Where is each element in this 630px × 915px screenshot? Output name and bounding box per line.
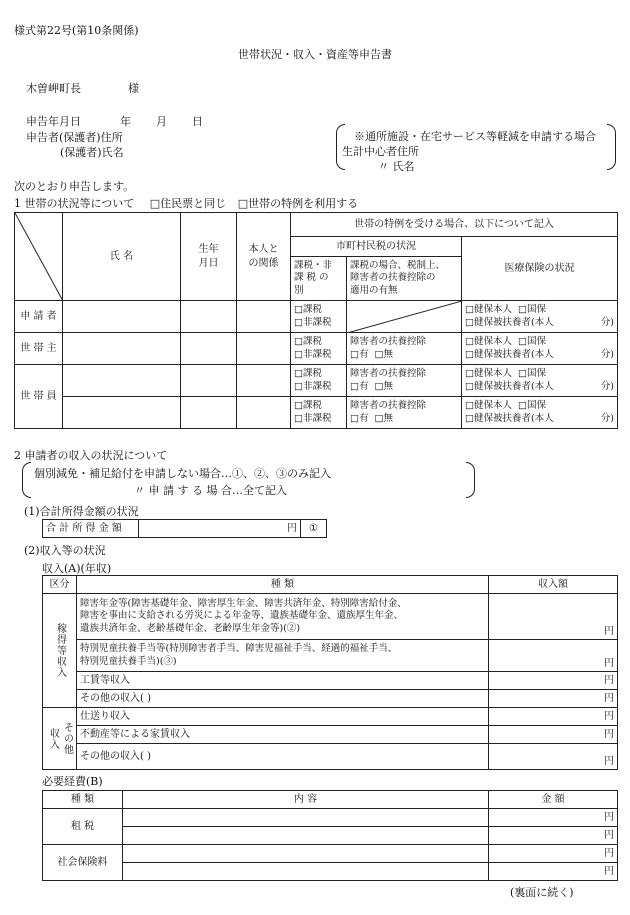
pension-amount[interactable]: 円 — [489, 594, 618, 640]
applicant-name-label: (保護者)氏名 — [60, 146, 124, 159]
exp-tax-content-1[interactable] — [123, 809, 489, 827]
tax-type-cell[interactable]: □課税 □非課税 — [291, 365, 347, 397]
date-day-unit: 日 — [192, 115, 203, 128]
table-row — [15, 301, 618, 333]
sub1-heading: (1)合計所得金額の状況 — [24, 505, 139, 518]
na-diagonal-line — [347, 301, 462, 333]
dob-header: 生年 月日 — [181, 213, 237, 301]
name-cell[interactable] — [63, 397, 181, 429]
name-cell[interactable] — [63, 301, 181, 333]
exp-tax-label: 租 税 — [43, 809, 123, 845]
table-row — [43, 672, 618, 690]
row-label-member: 世 帯 員 — [15, 365, 63, 429]
diagonal-corner-cell — [15, 213, 63, 301]
date-year-unit: 年 — [120, 115, 131, 128]
name-header: 氏 名 — [63, 213, 181, 301]
col-amount-header: 収入額 — [489, 576, 618, 594]
deduction-cell-na — [347, 301, 462, 333]
applicant-address-label: 申告者(保護者)住所 — [26, 131, 123, 144]
s2-bracket-right — [466, 462, 475, 498]
s2-note-line-1: 個別減免・補足給付を申請しない場合…①、②、③のみ記入 — [34, 467, 331, 480]
dob-cell[interactable] — [181, 365, 237, 397]
table-row — [15, 397, 618, 429]
allowance-item: 特別児童扶養手当等(特別障害者手当、障害児福祉手当、経過的福祉手当、 特別児童扶養手当)(③) — [77, 640, 489, 672]
wage-amount[interactable]: 円 — [489, 672, 618, 690]
tax-type-cell[interactable]: □課税 □非課税 — [291, 333, 347, 365]
form-number: 様式第22号(第10条関係) — [14, 24, 139, 37]
household-table — [14, 212, 618, 429]
expense-table — [42, 790, 618, 881]
pension-item: 障害年金等(障害基礎年金、障害厚生年金、障害共済年金、特別障害給付金、 障害を事由に支給される労災による年金等、遺族基礎年金、遺族厚生年金、 遺族共済年金、老齢基礎年金、老齢厚生年金等)(②) — [77, 594, 489, 640]
addressee-suffix: 様 — [128, 82, 139, 95]
s2-note-line-2: 〃 申 請 す る 場 合…全て記入 — [134, 484, 287, 497]
other-income-label: 収入 その他 — [43, 708, 77, 770]
relation-header: 本人と の関係 — [237, 213, 291, 301]
tax-type-cell[interactable]: □課税 □非課税 — [291, 397, 347, 429]
exp-tax-amount-1[interactable]: 円 — [489, 809, 618, 827]
col-type-header: 種 類 — [77, 576, 489, 594]
medical-cell[interactable]: □健保本人 □国保 □健保被扶養者(本人 分) — [462, 397, 618, 429]
deduction-cell[interactable]: 障害者の扶養控除 □有 □無 — [347, 333, 462, 365]
relation-cell[interactable] — [237, 301, 291, 333]
name-cell[interactable] — [63, 333, 181, 365]
page-title: 世帯状況・収入・資産等申告書 — [238, 48, 392, 61]
section2-heading: 2 申請者の収入の状況について — [14, 449, 168, 462]
addressee: 木曽岬町長 — [26, 82, 81, 95]
total-income-table — [42, 519, 327, 538]
wage-item: 工賃等収入 — [77, 672, 489, 690]
total-income-value[interactable]: 円 — [139, 520, 301, 538]
table-row — [43, 708, 618, 726]
table-row — [43, 863, 618, 881]
medical-cell[interactable]: □健保本人 □国保 □健保被扶養者(本人 分) — [462, 333, 618, 365]
exp-type-header: 種 類 — [43, 791, 123, 809]
dob-cell[interactable] — [181, 397, 237, 429]
exp-content-header: 内 容 — [123, 791, 489, 809]
household-special-checkbox[interactable]: □世帯の特例を利用する — [237, 197, 359, 210]
medical-cell[interactable]: □健保本人 □国保 □健保被扶養者(本人 分) — [462, 301, 618, 333]
other-earned-item: その他の収入( ) — [77, 690, 489, 708]
table-row — [43, 845, 618, 863]
expense-b-label: 必要経費(B) — [42, 775, 103, 788]
name-cell[interactable] — [63, 365, 181, 397]
circle-one-marker: ① — [301, 520, 327, 538]
rent-income-item: 不動産等による家賃収入 — [77, 726, 489, 744]
special-header: 世帯の特例を受ける場合、以下について記入 — [291, 213, 618, 237]
medical-header: 医療保険の状況 — [462, 237, 618, 301]
note-line-2: 生計中心者住所 — [342, 145, 419, 158]
table-row — [43, 640, 618, 672]
earned-income-label: 稼得等収入 — [43, 594, 77, 708]
note-line-3: 〃 氏名 — [378, 160, 415, 173]
exp-ins-content-2[interactable] — [123, 863, 489, 881]
intro-text: 次のとおり申告します。 — [14, 180, 135, 193]
diagonal-line — [15, 213, 63, 301]
dob-cell[interactable] — [181, 301, 237, 333]
table-row — [43, 744, 618, 770]
tax-type-cell[interactable]: □課税 □非課税 — [291, 301, 347, 333]
tax-status-header: 市町村民税の状況 — [291, 237, 462, 257]
medical-cell[interactable]: □健保本人 □国保 □健保被扶養者(本人 分) — [462, 365, 618, 397]
col-category-header: 区分 — [43, 576, 77, 594]
table-row — [15, 365, 618, 397]
dob-cell[interactable] — [181, 333, 237, 365]
date-label: 申告年月日 — [26, 115, 81, 128]
exp-ins-content-1[interactable] — [123, 845, 489, 863]
other-earned-amount[interactable]: 円 — [489, 690, 618, 708]
relation-cell[interactable] — [237, 365, 291, 397]
deduction-cell[interactable]: 障害者の扶養控除 □有 □無 — [347, 365, 462, 397]
tax-type-header: 課税・非 課 税 の 別 — [291, 257, 347, 301]
continued-note: (裏面に続く) — [510, 886, 574, 899]
rent-income-amount[interactable]: 円 — [489, 726, 618, 744]
exp-tax-amount-2[interactable]: 円 — [489, 827, 618, 845]
other-income-amount[interactable]: 円 — [489, 744, 618, 770]
other-income-item: その他の収入( ) — [77, 744, 489, 770]
income-a-label: 収入(A)(年収) — [42, 562, 112, 575]
exp-ins-amount-2[interactable]: 円 — [489, 863, 618, 881]
remittance-amount[interactable]: 円 — [489, 708, 618, 726]
date-month-unit: 月 — [156, 115, 167, 128]
relation-cell[interactable] — [237, 333, 291, 365]
note-line-1: ※通所施設・在宅サービス等軽減を申請する場合 — [354, 130, 596, 143]
exp-insurance-label: 社会保険料 — [43, 845, 123, 881]
table-row — [43, 809, 618, 827]
table-row — [43, 726, 618, 744]
exp-amount-header: 金 額 — [489, 791, 618, 809]
same-as-register-checkbox[interactable]: □住民票と同じ — [149, 197, 227, 210]
table-row — [43, 690, 618, 708]
total-income-label: 合 計 所 得 金 額 — [43, 520, 139, 538]
exp-tax-content-2[interactable] — [123, 827, 489, 845]
remittance-item: 仕送り収入 — [77, 708, 489, 726]
income-table — [42, 575, 618, 770]
table-row — [43, 827, 618, 845]
table-row — [15, 333, 618, 365]
note-bracket-right — [607, 124, 616, 170]
s2-bracket-left — [22, 462, 31, 498]
allowance-amount[interactable]: 円 — [489, 640, 618, 672]
section1-heading: 1 世帯の状況等について □住民票と同じ □世帯の特例を利用する — [14, 197, 359, 210]
row-label-head: 世 帯 主 — [15, 333, 63, 365]
sub2-heading: (2)収入等の状況 — [24, 544, 106, 557]
table-row — [43, 594, 618, 640]
deduction-cell[interactable]: 障害者の扶養控除 □有 □無 — [347, 397, 462, 429]
exp-ins-amount-1[interactable]: 円 — [489, 845, 618, 863]
relation-cell[interactable] — [237, 397, 291, 429]
row-label-applicant: 申 請 者 — [15, 301, 63, 333]
deduction-header: 課税の場合、税制上、 障害者の扶養控除の 適用の有無 — [347, 257, 462, 301]
